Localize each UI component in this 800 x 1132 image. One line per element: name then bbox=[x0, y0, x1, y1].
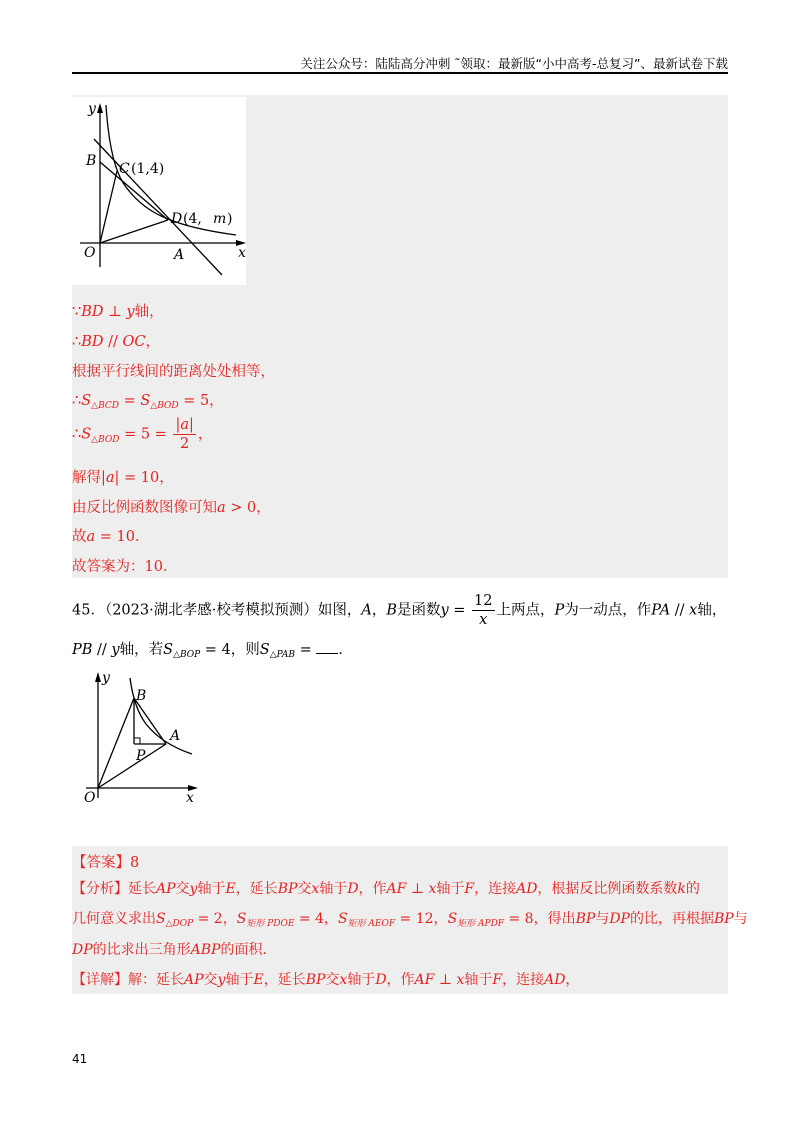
fig1-label-x: x bbox=[238, 245, 246, 261]
fig1-label-d-coord: (4, bbox=[183, 211, 202, 227]
analysis-line-1: 【分析】延长AP交y轴于E，延长BP交x轴于D，作AF ⊥ x轴于F，连接AD，根据反比例函数系数k的 bbox=[72, 881, 700, 897]
fig2-segment-ab bbox=[134, 698, 166, 744]
fig1-label-c: C bbox=[119, 161, 130, 177]
fig2-right-angle-mark bbox=[134, 738, 140, 744]
fig1-label-b: B bbox=[86, 153, 97, 169]
fig2-label-o: O bbox=[84, 790, 96, 806]
fig1-label-o: O bbox=[84, 245, 96, 261]
fig2-y-arrow bbox=[95, 672, 101, 682]
fig1-label-c-coord: (1,4) bbox=[131, 161, 165, 177]
fig1-label-d: D bbox=[171, 211, 183, 227]
fig2-segment-oa bbox=[98, 744, 166, 788]
solution-line-1: ∵BD ⊥ y轴， bbox=[72, 304, 164, 320]
answer-blank bbox=[316, 639, 338, 654]
fig2-label-a: A bbox=[170, 728, 181, 744]
analysis-line-3: DP的比求出三角形ABP的面积． bbox=[72, 942, 277, 958]
solution-line-6: 解得|a| = 10， bbox=[72, 470, 174, 486]
page-header: 关注公众号：陆陆高分冲刺 ˜领取：最新版“小中高考-总复习”、最新试卷下载 bbox=[300, 56, 728, 71]
fig1-label-a: A bbox=[174, 247, 185, 263]
fig1-label-d-close: ) bbox=[227, 211, 233, 227]
fig2-label-y: y bbox=[102, 670, 110, 686]
question-45-line-2: PB // y轴，若$S_{\triangle BOP} = 4$，则$S_{\triangle PAB}$ = ． bbox=[72, 638, 353, 659]
fig1-line-ab bbox=[94, 139, 222, 275]
fig1-label-y: y bbox=[88, 101, 96, 117]
fig2-label-x: x bbox=[186, 790, 194, 806]
fig2-segment-ob bbox=[98, 698, 134, 788]
solution-line-5: $\therefore S_{\triangle BOD} = 5$ = $\frac{|a|}{2}$ ， bbox=[72, 417, 213, 452]
solution-line-8: 故a = 10． bbox=[72, 529, 150, 545]
fig2-label-b: B bbox=[136, 688, 147, 704]
solution-line-9: 故答案为：10． bbox=[72, 559, 178, 575]
solution-line-7: 由反比例函数图像可知a > 0， bbox=[72, 500, 271, 516]
solution-line-2: ∴BD // OC， bbox=[72, 334, 160, 350]
detail-line-1: 【详解】解：延长AP交y轴于E，延长BP交x轴于D，作AF ⊥ x轴于F，连接AD， bbox=[72, 972, 580, 988]
figure-2 bbox=[72, 668, 202, 808]
header-rule bbox=[72, 72, 728, 74]
fig1-segment-od bbox=[100, 220, 168, 243]
analysis-line-2: 几何意义求出$S_{\triangle DOP} = 2$，$S_{矩形 PDOE} = 4$，$S_{矩形 AEOF} = 12$，$S_{矩形 APDF} = 8$，得出BP与DP的比，再根据BP与 bbox=[72, 911, 748, 929]
answer-line: 【答案】8 bbox=[72, 855, 140, 871]
solution-line-3: 根据平行线间的距离处处相等， bbox=[72, 364, 275, 380]
figure-1 bbox=[72, 97, 246, 285]
fig1-y-arrow bbox=[97, 103, 103, 113]
question-45-line-1: 45．（2023·湖北孝感·校考模拟预测）如图，A，B是函数y = $\frac{12}{x}$ 上两点，P为一动点，作PA // x轴， bbox=[72, 593, 727, 628]
fig1-label-d-m: m bbox=[213, 211, 227, 227]
fig2-label-p: P bbox=[136, 748, 146, 764]
fig1-segment-oc bbox=[100, 171, 117, 243]
solution-line-4: $\therefore S_{\triangle BCD} = S_{\triangle BOD} = 5$， bbox=[72, 393, 224, 411]
page-number: 41 bbox=[72, 1052, 88, 1066]
